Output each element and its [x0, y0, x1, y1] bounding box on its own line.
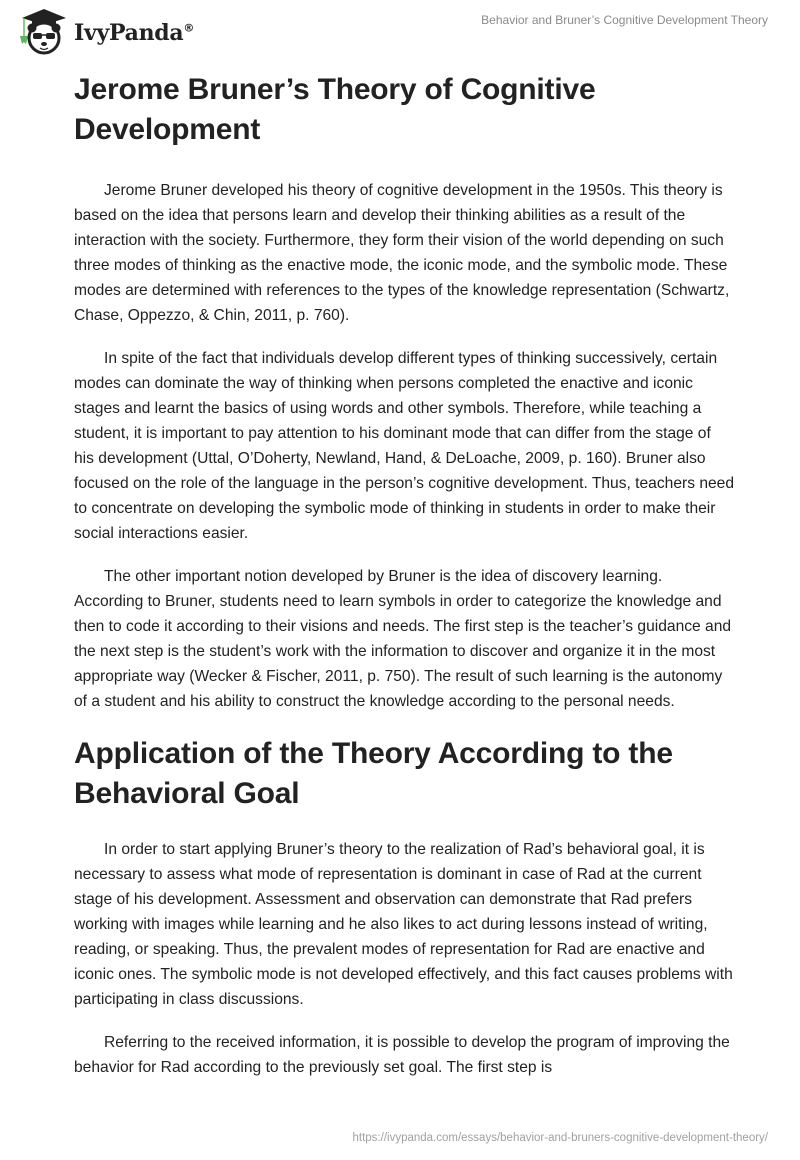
paragraph: The other important notion developed by Bruner is the idea of discovery learning. According to Bruner, students need to learn symbols in order to categorize the knowledge and then to code it according to their visions and needs. The first step is the teacher’s guidance and the next step is the student’s work with the information to discover and organize it in the most appropriate way (Wecker & Fischer, 2011, p. 750). The result of such learning is the autonomy of a student and his ability to construct the knowledge according to the personal needs. [74, 568, 732, 710]
paragraph: In order to start applying Bruner’s theory to the realization of Rad’s behavioral goal, it is necessary to assess what mode of representation is dominant in case of Rad at the current stage of his development. Assessment and observation can demonstrate that Rad prefers working with images while learning and he also likes to act during lessons instead of writing, reading, or speaking. Thus, the prevalent modes of representation for Rad are enactive and iconic ones. The symbolic mode is not developed effectively, and this fact causes problems with participating in class discussions. [74, 841, 733, 1008]
page-header [0, 0, 800, 60]
logo-text: IvyPanda® [74, 20, 195, 46]
document-title: Behavior and Bruner’s Cognitive Development Theory [481, 13, 768, 27]
paragraph: Referring to the received information, it is possible to develop the program of improving the behavior for Rad according to the previously set goal. The first step is [74, 1034, 730, 1076]
section-heading: Jerome Bruner’s Theory of Cognitive Development [74, 73, 596, 146]
panda-graduate-icon [14, 6, 72, 56]
paragraph: Jerome Bruner developed his theory of cognitive development in the 1950s. This theory is based on the idea that persons learn and develop their thinking abilities as a result of the interaction with the society. Furthermore, they form their vision of the world depending on such three modes of thinking as the enactive mode, the iconic mode, and the symbolic mode. These modes are determined with references to the types of the knowledge representation (Schwartz, Chase, Oppezzo, & Chin, 2011, p. 760). [74, 182, 730, 324]
section-heading: Application of the Theory According to the Behavioral Goal [74, 737, 673, 810]
ivypanda-logo[interactable] [14, 6, 194, 56]
registered-mark: ® [183, 21, 195, 35]
paragraph: In spite of the fact that individuals develop different types of thinking successively, certain modes can dominate the way of thinking when persons completed the enactive and iconic stages and learnt the basics of using words and other symbols. Therefore, while teaching a student, it is important to pay attention to his dominant mode that can differ from the stage of his development (Uttal, O’Doherty, Newland, Hand, & DeLoache, 2009, p. 160). Bruner also focused on the role of the language in the person’s cognitive development. Thus, teachers need to concentrate on developing the symbolic mode of thinking in students in order to make their social interactions easier. [74, 350, 735, 542]
source-url[interactable]: https://ivypanda.com/essays/behavior-and-bruners-cognitive-development-theory/ [352, 1132, 768, 1144]
essay-content [74, 70, 734, 1098]
